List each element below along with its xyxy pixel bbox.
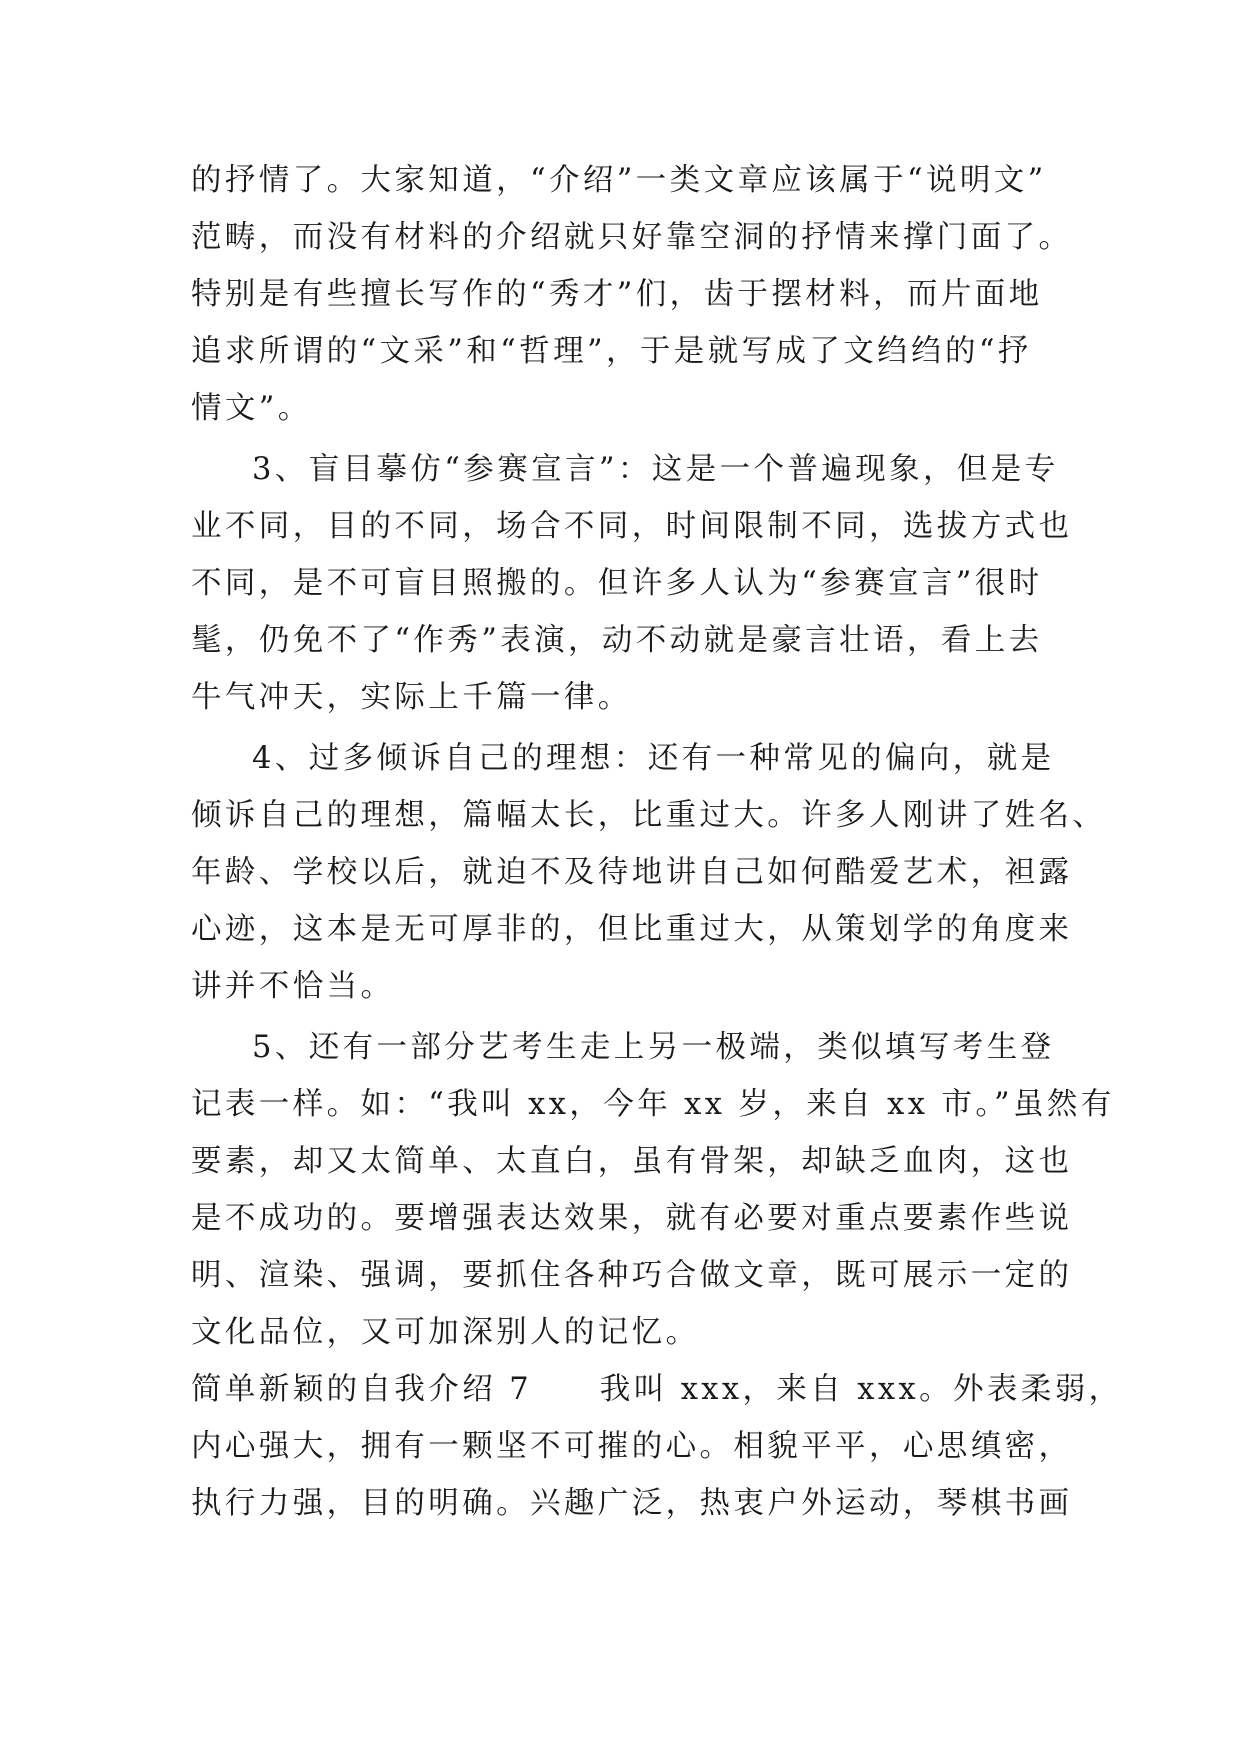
text-line: 不同，是不可盲目照搬的。但许多人认为“参赛宣言”很时 <box>191 566 1043 601</box>
text-line: 3、盲目摹仿“参赛宣言”：这是一个普遍现象，但是专 <box>252 452 1059 487</box>
text-line: 情文”。 <box>191 391 312 426</box>
text-line: 明、渲染、强调，要抓住各种巧合做文章，既可展示一定的 <box>191 1258 1073 1293</box>
text-line: 讲并不恰当。 <box>191 969 395 1004</box>
text-line: 范畴，而没有材料的介绍就只好靠空洞的抒情来撑门面了。 <box>191 220 1073 255</box>
text-line: 的抒情了。大家知道，“介绍”一类文章应该属于“说明文” <box>191 163 1047 198</box>
text-line: 内心强大，拥有一颗坚不可摧的心。相貌平平，心思缜密， <box>191 1429 1073 1464</box>
text-line: 业不同，目的不同，场合不同，时间限制不同，选拔方式也 <box>191 509 1073 544</box>
text-line: 特别是有些擅长写作的“秀才”们，齿于摆材料，而片面地 <box>191 277 1043 312</box>
text-line: 倾诉自己的理想，篇幅太长，比重过大。许多人刚讲了姓名、 <box>191 798 1107 833</box>
text-line: 牛气冲天，实际上千篇一律。 <box>191 680 632 715</box>
text-line: 文化品位，又可加深别人的记忆。 <box>191 1315 700 1350</box>
text-line: 4、过多倾诉自己的理想：还有一种常见的偏向，就是 <box>252 741 1055 776</box>
text-line: 是不成功的。要增强表达效果，就有必要对重点要素作些说 <box>191 1201 1073 1236</box>
text-line: 追求所谓的“文采”和“哲理”，于是就写成了文绉绉的“抒 <box>191 334 1032 369</box>
section-heading-line: 简单新颖的自我介绍 7 我叫 xxx，来自 xxx。外表柔弱， <box>191 1372 1123 1407</box>
text-line: 心迹，这本是无可厚非的，但比重过大，从策划学的角度来 <box>191 912 1073 947</box>
text-line: 髦，仍免不了“作秀”表演，动不动就是豪言壮语，看上去 <box>191 623 1043 658</box>
text-line: 要素，却又太简单、太直白，虽有骨架，却缺乏血肉，这也 <box>191 1144 1073 1179</box>
text-line: 年龄、学校以后，就迫不及待地讲自己如何酷爱艺术，袒露 <box>191 855 1073 890</box>
text-line: 执行力强，目的明确。兴趣广泛，热衷户外运动，琴棋书画 <box>191 1486 1073 1521</box>
text-line: 记表一样。如：“我叫 xx，今年 xx 岁，来自 xx 市。”虽然有 <box>191 1087 1115 1122</box>
text-line: 5、还有一部分艺考生走上另一极端，类似填写考生登 <box>252 1030 1055 1065</box>
